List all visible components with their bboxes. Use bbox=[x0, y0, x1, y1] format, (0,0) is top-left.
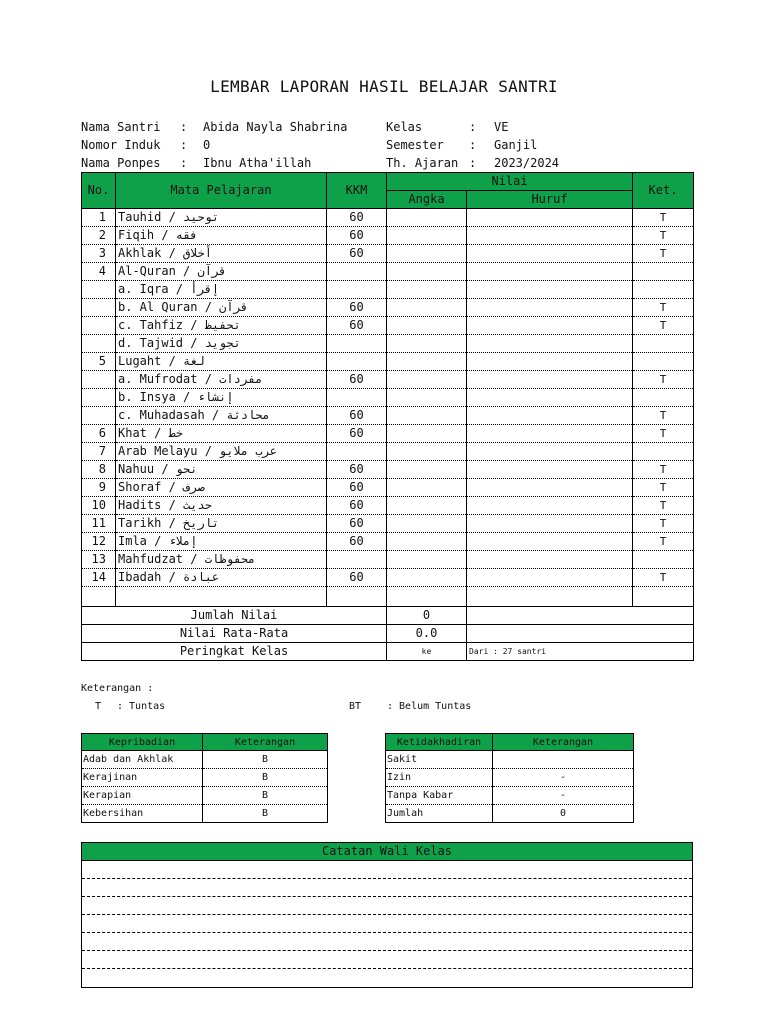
kkm-value bbox=[327, 263, 387, 281]
angka-cell bbox=[387, 335, 467, 353]
kkm-value: 60 bbox=[327, 245, 387, 263]
row-number: 9 bbox=[82, 479, 116, 497]
student-id-label: Nomor Induk bbox=[81, 138, 161, 152]
angka-cell bbox=[387, 407, 467, 425]
header-nilai: Nilai bbox=[387, 173, 633, 191]
subject-name: Shoraf / صرف bbox=[116, 479, 327, 497]
angka-cell bbox=[387, 371, 467, 389]
grade-row bbox=[82, 443, 694, 461]
angka-cell bbox=[387, 281, 467, 299]
kkm-value: 60 bbox=[327, 317, 387, 335]
grade-row bbox=[82, 461, 694, 479]
blank-row bbox=[82, 587, 694, 607]
row-number: 11 bbox=[82, 515, 116, 533]
huruf-cell bbox=[467, 245, 633, 263]
note-line[interactable] bbox=[82, 951, 692, 969]
subject-name: Mahfudzat / محفوظات bbox=[116, 551, 327, 569]
row-number bbox=[82, 317, 116, 335]
grade-row bbox=[82, 479, 694, 497]
student-id-value: 0 bbox=[203, 138, 211, 152]
academic-year-label: Th. Ajaran bbox=[386, 156, 459, 170]
subject-name: Tarikh / تاريخ bbox=[116, 515, 327, 533]
ket-value: T bbox=[633, 461, 694, 479]
colon: : bbox=[180, 138, 188, 152]
huruf-cell bbox=[467, 461, 633, 479]
class-rank-label: Peringkat Kelas bbox=[82, 643, 387, 661]
absence-row bbox=[386, 751, 634, 769]
kkm-value bbox=[327, 443, 387, 461]
ket-value: T bbox=[633, 515, 694, 533]
colon: : bbox=[180, 120, 188, 134]
ket-value bbox=[633, 389, 694, 407]
grade-row bbox=[82, 407, 694, 425]
class-rank-ke: ke bbox=[387, 643, 467, 661]
huruf-cell bbox=[467, 515, 633, 533]
kkm-value bbox=[327, 551, 387, 569]
grade-row bbox=[82, 569, 694, 587]
class-label: Kelas bbox=[386, 120, 423, 134]
row-number: 6 bbox=[82, 425, 116, 443]
class-rank-of: Dari : 27 santri bbox=[467, 643, 694, 661]
blank-cell bbox=[633, 587, 694, 607]
average-score-value: 0.0 bbox=[387, 625, 467, 643]
row-number bbox=[82, 389, 116, 407]
row-number bbox=[82, 407, 116, 425]
personality-value: B bbox=[203, 787, 328, 805]
legend-t-code: T bbox=[95, 701, 102, 712]
subject-name: c. Muhadasah / محادثة bbox=[116, 407, 327, 425]
subject-name: Arab Melayu / عرب ملايو bbox=[116, 443, 327, 461]
subject-name: c. Tahfiz / تحفيظ bbox=[116, 317, 327, 335]
huruf-cell bbox=[467, 227, 633, 245]
header-subject: Mata Pelajaran bbox=[116, 173, 327, 209]
huruf-cell bbox=[467, 569, 633, 587]
personality-item: Kerajinan bbox=[82, 769, 203, 787]
ket-value: T bbox=[633, 569, 694, 587]
row-number: 12 bbox=[82, 533, 116, 551]
personality-header: Kepribadian bbox=[82, 734, 203, 751]
huruf-cell bbox=[467, 551, 633, 569]
row-number: 4 bbox=[82, 263, 116, 281]
row-number: 7 bbox=[82, 443, 116, 461]
ket-value: T bbox=[633, 245, 694, 263]
angka-cell bbox=[387, 551, 467, 569]
huruf-cell bbox=[467, 335, 633, 353]
angka-cell bbox=[387, 443, 467, 461]
row-number bbox=[82, 299, 116, 317]
grades-table bbox=[81, 172, 694, 661]
note-line[interactable] bbox=[82, 969, 692, 987]
angka-cell bbox=[387, 389, 467, 407]
subject-name: Lugaht / لغة bbox=[116, 353, 327, 371]
subject-name: Imla / إملاء bbox=[116, 533, 327, 551]
absence-row bbox=[386, 769, 634, 787]
personality-item: Adab dan Akhlak bbox=[82, 751, 203, 769]
kkm-value: 60 bbox=[327, 569, 387, 587]
ket-value bbox=[633, 443, 694, 461]
note-line[interactable] bbox=[82, 933, 692, 951]
kkm-value: 60 bbox=[327, 209, 387, 227]
ket-value bbox=[633, 551, 694, 569]
legend-bt-code: BT bbox=[349, 701, 362, 712]
subject-name: a. Iqra / إقرأ bbox=[116, 281, 327, 299]
row-number: 13 bbox=[82, 551, 116, 569]
personality-note-header: Keterangan bbox=[203, 734, 328, 751]
student-name-label: Nama Santri bbox=[81, 120, 161, 134]
kkm-value: 60 bbox=[327, 479, 387, 497]
row-number: 2 bbox=[82, 227, 116, 245]
ket-value: T bbox=[633, 209, 694, 227]
header-ket: Ket. bbox=[633, 173, 694, 209]
ket-value bbox=[633, 281, 694, 299]
kkm-value bbox=[327, 281, 387, 299]
huruf-cell bbox=[467, 263, 633, 281]
angka-cell bbox=[387, 515, 467, 533]
absence-value: - bbox=[493, 769, 634, 787]
huruf-cell bbox=[467, 317, 633, 335]
angka-cell bbox=[387, 461, 467, 479]
angka-cell bbox=[387, 353, 467, 371]
grade-row bbox=[82, 245, 694, 263]
grade-row bbox=[82, 281, 694, 299]
grade-row bbox=[82, 209, 694, 227]
kkm-value bbox=[327, 335, 387, 353]
huruf-cell bbox=[467, 281, 633, 299]
kkm-value: 60 bbox=[327, 425, 387, 443]
header-angka: Angka bbox=[387, 191, 467, 209]
total-score-value: 0 bbox=[387, 607, 467, 625]
angka-cell bbox=[387, 497, 467, 515]
colon: : bbox=[180, 156, 188, 170]
personality-item: Kerapian bbox=[82, 787, 203, 805]
huruf-cell bbox=[467, 425, 633, 443]
absence-item: Sakit bbox=[386, 751, 493, 769]
subject-name: Nahuu / نحو bbox=[116, 461, 327, 479]
blank-cell bbox=[327, 587, 387, 607]
angka-cell bbox=[387, 299, 467, 317]
header-kkm: KKM bbox=[327, 173, 387, 209]
academic-year-value: 2023/2024 bbox=[494, 156, 560, 170]
subject-name: Khat / خط bbox=[116, 425, 327, 443]
kkm-value: 60 bbox=[327, 371, 387, 389]
huruf-cell bbox=[467, 443, 633, 461]
kkm-value: 60 bbox=[327, 299, 387, 317]
subject-name: d. Tajwid / تجويد bbox=[116, 335, 327, 353]
ket-value: T bbox=[633, 497, 694, 515]
absence-value: 0 bbox=[493, 805, 634, 823]
row-number: 10 bbox=[82, 497, 116, 515]
huruf-cell bbox=[467, 371, 633, 389]
report-title: LEMBAR LAPORAN HASIL BELAJAR SANTRI bbox=[210, 77, 558, 96]
total-score-empty bbox=[467, 607, 694, 625]
absence-note-header: Keterangan bbox=[493, 734, 634, 751]
absence-row bbox=[386, 787, 634, 805]
kkm-value: 60 bbox=[327, 515, 387, 533]
grade-row bbox=[82, 515, 694, 533]
personality-value: B bbox=[203, 769, 328, 787]
subject-name: Tauhid / توحيد bbox=[116, 209, 327, 227]
grade-row bbox=[82, 335, 694, 353]
kkm-value: 60 bbox=[327, 533, 387, 551]
blank-cell bbox=[116, 587, 327, 607]
subject-name: b. Insya / إنشاء bbox=[116, 389, 327, 407]
personality-row bbox=[82, 787, 328, 805]
absence-header: Ketidakhadiran bbox=[386, 734, 493, 751]
row-number: 8 bbox=[82, 461, 116, 479]
huruf-cell bbox=[467, 407, 633, 425]
colon: : bbox=[469, 156, 477, 170]
ket-value: T bbox=[633, 227, 694, 245]
colon: : bbox=[469, 120, 477, 134]
homeroom-notes-title: Catatan Wali Kelas bbox=[82, 843, 692, 861]
kkm-value: 60 bbox=[327, 227, 387, 245]
colon: : bbox=[469, 138, 477, 152]
class-value: VE bbox=[494, 120, 509, 134]
legend-title: Keterangan : bbox=[81, 683, 154, 694]
subject-name: Al-Quran / قرآن bbox=[116, 263, 327, 281]
angka-cell bbox=[387, 227, 467, 245]
subject-name: b. Al Quran / قرآن bbox=[116, 299, 327, 317]
angka-cell bbox=[387, 533, 467, 551]
huruf-cell bbox=[467, 389, 633, 407]
personality-row bbox=[82, 751, 328, 769]
angka-cell bbox=[387, 209, 467, 227]
ponpes-name-value: Ibnu Atha'illah bbox=[203, 156, 312, 170]
average-score-empty bbox=[467, 625, 694, 643]
ket-value: T bbox=[633, 425, 694, 443]
ket-value: T bbox=[633, 407, 694, 425]
personality-item: Kebersihan bbox=[82, 805, 203, 823]
blank-cell bbox=[82, 587, 116, 607]
legend-bt-desc: : Belum Tuntas bbox=[387, 701, 472, 712]
ponpes-name-label: Nama Ponpes bbox=[81, 156, 161, 170]
grade-row bbox=[82, 227, 694, 245]
huruf-cell bbox=[467, 533, 633, 551]
huruf-cell bbox=[467, 479, 633, 497]
ket-value bbox=[633, 335, 694, 353]
header-no: No. bbox=[82, 173, 116, 209]
absence-row bbox=[386, 805, 634, 823]
kkm-value: 60 bbox=[327, 497, 387, 515]
absence-item: Tanpa Kabar bbox=[386, 787, 493, 805]
row-number bbox=[82, 371, 116, 389]
blank-cell bbox=[387, 587, 467, 607]
header-huruf: Huruf bbox=[467, 191, 633, 209]
student-info-right bbox=[386, 120, 636, 174]
huruf-cell bbox=[467, 209, 633, 227]
student-info-left bbox=[81, 120, 381, 174]
ket-value bbox=[633, 353, 694, 371]
angka-cell bbox=[387, 245, 467, 263]
row-number: 1 bbox=[82, 209, 116, 227]
absence-item: Izin bbox=[386, 769, 493, 787]
angka-cell bbox=[387, 479, 467, 497]
grade-row bbox=[82, 425, 694, 443]
huruf-cell bbox=[467, 299, 633, 317]
note-line[interactable] bbox=[82, 879, 692, 897]
student-name-value: Abida Nayla Shabrina bbox=[203, 120, 348, 134]
grade-row bbox=[82, 551, 694, 569]
ket-value: T bbox=[633, 533, 694, 551]
angka-cell bbox=[387, 317, 467, 335]
kkm-value bbox=[327, 389, 387, 407]
angka-cell bbox=[387, 263, 467, 281]
grade-row bbox=[82, 353, 694, 371]
ket-value: T bbox=[633, 317, 694, 335]
ket-value bbox=[633, 263, 694, 281]
grade-row bbox=[82, 299, 694, 317]
personality-value: B bbox=[203, 751, 328, 769]
absence-value bbox=[493, 751, 634, 769]
average-score-label: Nilai Rata-Rata bbox=[82, 625, 387, 643]
angka-cell bbox=[387, 425, 467, 443]
semester-label: Semester bbox=[386, 138, 444, 152]
row-number bbox=[82, 281, 116, 299]
huruf-cell bbox=[467, 497, 633, 515]
total-score-label: Jumlah Nilai bbox=[82, 607, 387, 625]
personality-table bbox=[81, 733, 328, 823]
subject-name: Fiqih / فقه bbox=[116, 227, 327, 245]
subject-name: Akhlak / أخلاق bbox=[116, 245, 327, 263]
personality-row bbox=[82, 769, 328, 787]
grade-row bbox=[82, 533, 694, 551]
subject-name: Hadits / حديث bbox=[116, 497, 327, 515]
absence-value: - bbox=[493, 787, 634, 805]
kkm-value: 60 bbox=[327, 461, 387, 479]
kkm-value bbox=[327, 353, 387, 371]
note-line[interactable] bbox=[82, 915, 692, 933]
kkm-value: 60 bbox=[327, 407, 387, 425]
grade-row bbox=[82, 497, 694, 515]
blank-cell bbox=[467, 587, 633, 607]
row-number bbox=[82, 335, 116, 353]
ket-value: T bbox=[633, 371, 694, 389]
homeroom-notes bbox=[81, 842, 693, 988]
grade-row bbox=[82, 317, 694, 335]
subject-name: a. Mufrodat / مفردات bbox=[116, 371, 327, 389]
semester-value: Ganjil bbox=[494, 138, 538, 152]
ket-value: T bbox=[633, 479, 694, 497]
absence-table bbox=[385, 733, 634, 823]
legend-t-desc: : Tuntas bbox=[117, 701, 166, 712]
subject-name: Ibadah / عبادة bbox=[116, 569, 327, 587]
grade-row bbox=[82, 263, 694, 281]
note-line[interactable] bbox=[82, 861, 692, 879]
row-number: 3 bbox=[82, 245, 116, 263]
ket-value: T bbox=[633, 299, 694, 317]
absence-item: Jumlah bbox=[386, 805, 493, 823]
huruf-cell bbox=[467, 353, 633, 371]
personality-row bbox=[82, 805, 328, 823]
grade-row bbox=[82, 389, 694, 407]
angka-cell bbox=[387, 569, 467, 587]
row-number: 5 bbox=[82, 353, 116, 371]
note-line[interactable] bbox=[82, 897, 692, 915]
personality-value: B bbox=[203, 805, 328, 823]
grade-row bbox=[82, 371, 694, 389]
row-number: 14 bbox=[82, 569, 116, 587]
